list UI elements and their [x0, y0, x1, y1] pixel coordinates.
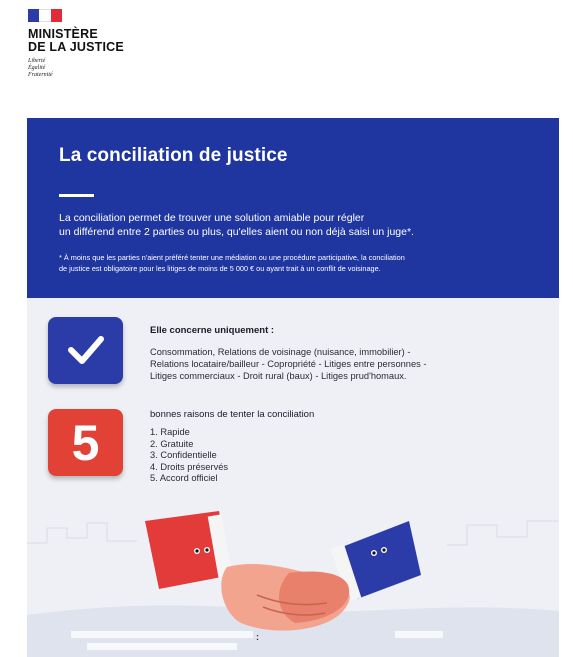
checkmark-tile — [48, 317, 123, 384]
five-tile — [48, 409, 123, 476]
scope-line: Relations locataire/bailleur - Copropriété - Litiges entre personnes - — [150, 359, 427, 369]
intro-line-1: La conciliation permet de trouver une solution amiable pour régler — [59, 212, 365, 224]
footnote-line-1: * À moins que les parties n'aient préféré tenter une médiation ou une procédure participative, la conciliation — [59, 253, 405, 262]
intro-line-2: un différend entre 2 parties ou plus, qu'elles aient ou non déjà saisi un juge*. — [59, 226, 414, 238]
reasons-title: bonnes raisons de tenter la conciliation — [150, 409, 315, 420]
hero-intro — [59, 211, 469, 239]
french-flag-icon — [28, 9, 62, 22]
list-item: 1. Rapide — [150, 427, 190, 437]
ministry-name — [28, 28, 138, 54]
ministry-line-1: MINISTÈRE — [28, 27, 98, 41]
reasons-list — [150, 427, 228, 485]
scope-title: Elle concerne uniquement : — [150, 325, 275, 336]
republic-motto — [28, 58, 138, 79]
ministry-line-2: DE LA JUSTICE — [28, 40, 124, 54]
list-item: 2. Gratuite — [150, 438, 194, 449]
footer-colon: : — [256, 632, 259, 642]
list-item: 3. Confidentielle — [150, 450, 217, 460]
list-item: 4. Droits préservés — [150, 461, 229, 472]
scope-line: Litiges commerciaux - Droit rural (baux) - Litiges prud'homaux. — [150, 371, 407, 381]
footnote-line-2: de justice est obligatoire pour les litiges de moins de 5 000 € ou ayant trait à un conflit de voisinage. — [59, 264, 381, 273]
title-divider — [59, 194, 94, 197]
ministry-logo — [28, 9, 138, 79]
scope-line: Consommation, Relations de voisinage (nuisance, immobilier) - — [150, 347, 411, 357]
handshake-illustration — [27, 503, 559, 657]
list-item: 5. Accord officiel — [150, 473, 218, 483]
motto-liberte: Liberté — [28, 58, 46, 64]
hero-footnote — [59, 252, 529, 274]
page-title: La conciliation de justice — [59, 145, 288, 166]
motto-egalite: Égalité — [28, 65, 46, 71]
checkmark-icon — [66, 331, 106, 369]
scope-list — [150, 346, 426, 382]
hero-banner — [27, 118, 559, 298]
motto-fraternite: Fraternité — [28, 72, 53, 78]
red-sleeve — [145, 511, 232, 589]
five-badge: 5 — [71, 415, 100, 471]
